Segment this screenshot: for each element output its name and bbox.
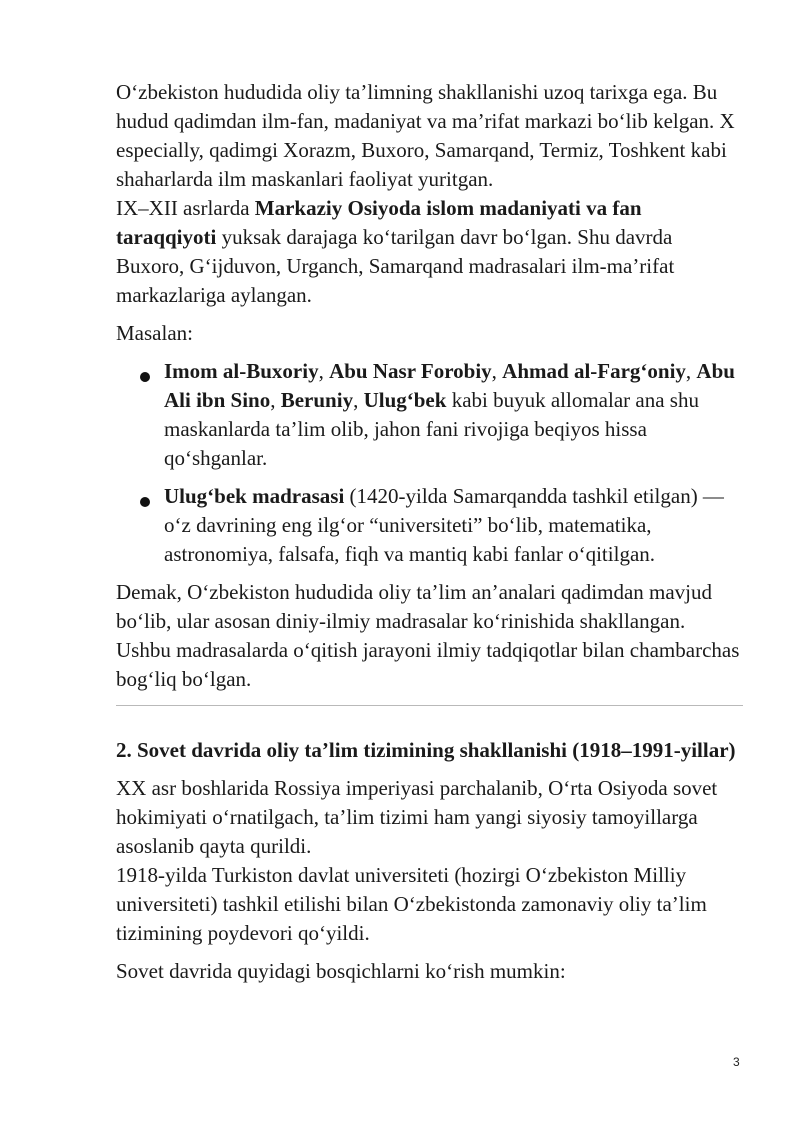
separator: , (353, 388, 364, 412)
separator: , (270, 388, 281, 412)
madrasa-name: Ulug‘bek madrasasi (164, 484, 345, 508)
scholar-name: Imom al-Buxoriy (164, 359, 319, 383)
section2-paragraph-3: Sovet davrida quyidagi bosqichlarni ko‘rish mumkin: (116, 959, 566, 983)
intro-p2-post: yuksak darajaga ko‘tarilgan davr bo‘lgan. Shu davrda Buxoro, G‘ijduvon, Urganch, Samarqand madrasalari ilm-ma’rifat markazlariga aylangan. (116, 225, 675, 307)
scholar-name: Ahmad al-Farg‘oniy (502, 359, 686, 383)
page-number: 3 (733, 1055, 740, 1069)
scholar-name: Beruniy (280, 388, 354, 412)
intro-p2-pre: IX–XII asrlarda (116, 196, 255, 220)
bullet-icon (140, 497, 150, 507)
scholar-name: Abu Ali ibn Sino (164, 359, 735, 412)
section-divider (116, 705, 743, 706)
bullet-text: kabi buyuk allomalar ana shu maskanlarda ta’lim olib, jahon fani rivojiga beqiyos hissa qo‘shganlar. (164, 388, 699, 470)
section2-paragraph-1: XX asr boshlarida Rossiya imperiyasi parchalanib, O‘rta Osiyoda sovet hokimiyati o‘rnatilgach, ta’lim tizimi ham yangi siyosiy tamoyillarga asoslanib qayta qurildi. (116, 776, 718, 858)
separator: , (685, 359, 697, 383)
bullet-icon (140, 372, 150, 382)
scholar-name: Abu Nasr Forobiy (329, 359, 492, 383)
section2-paragraph-2: 1918-yilda Turkiston davlat universiteti (hozirgi O‘zbekiston Milliy universiteti) tashkil etilishi bilan O‘zbekistonda zamonaviy oliy ta’lim tizimining poydevori qo‘yildi. (116, 863, 707, 945)
bullet-text: (1420-yilda Samarqandda tashkil etilgan) — o‘z davrining eng ilg‘or “universiteti” bo‘lib, matematika, astronomiya, falsafa, fiqh va mantiq kabi fanlar o‘qitilgan. (164, 484, 724, 566)
document-page (116, 78, 743, 986)
conclusion-paragraph: Demak, O‘zbekiston hududida oliy ta’lim an’analari qadimdan mavjud bo‘lib, ular asosan diniy-ilmiy madrasalar ko‘rinishida shakllangan. Ushbu madrasalarda o‘qitish jarayoni ilmiy tadqiqotlar bilan chambarchas bog‘liq bo‘lgan. (116, 580, 740, 691)
intro-paragraph-1: O‘zbekiston hududida oliy ta’limning shakllanishi uzoq tarixga ega. Bu hudud qadimdan ilm-fan, madaniyat va ma’rifat markazi bo‘lib kelgan. X especially, qadimgi Xorazm, Buxoro, Samarqand, Termiz, Toshkent kabi shaharlarda ilm maskanlari faoliyat yuritgan. (116, 80, 735, 191)
list-item (116, 357, 743, 473)
separator: , (491, 359, 503, 383)
intro-paragraph-2 (116, 194, 743, 310)
scholars-list (116, 357, 743, 569)
scholar-name: Ulug‘bek (363, 388, 447, 412)
intro-p2-bold: Markaziy Osiyoda islom madaniyati va fan taraqqiyoti (116, 196, 642, 249)
masalan-label: Masalan: (116, 321, 193, 345)
separator: , (318, 359, 330, 383)
section-heading: 2. Sovet davrida oliy ta’lim tizimining shakllanishi (1918–1991-yillar) (116, 738, 736, 762)
list-item (116, 482, 743, 569)
